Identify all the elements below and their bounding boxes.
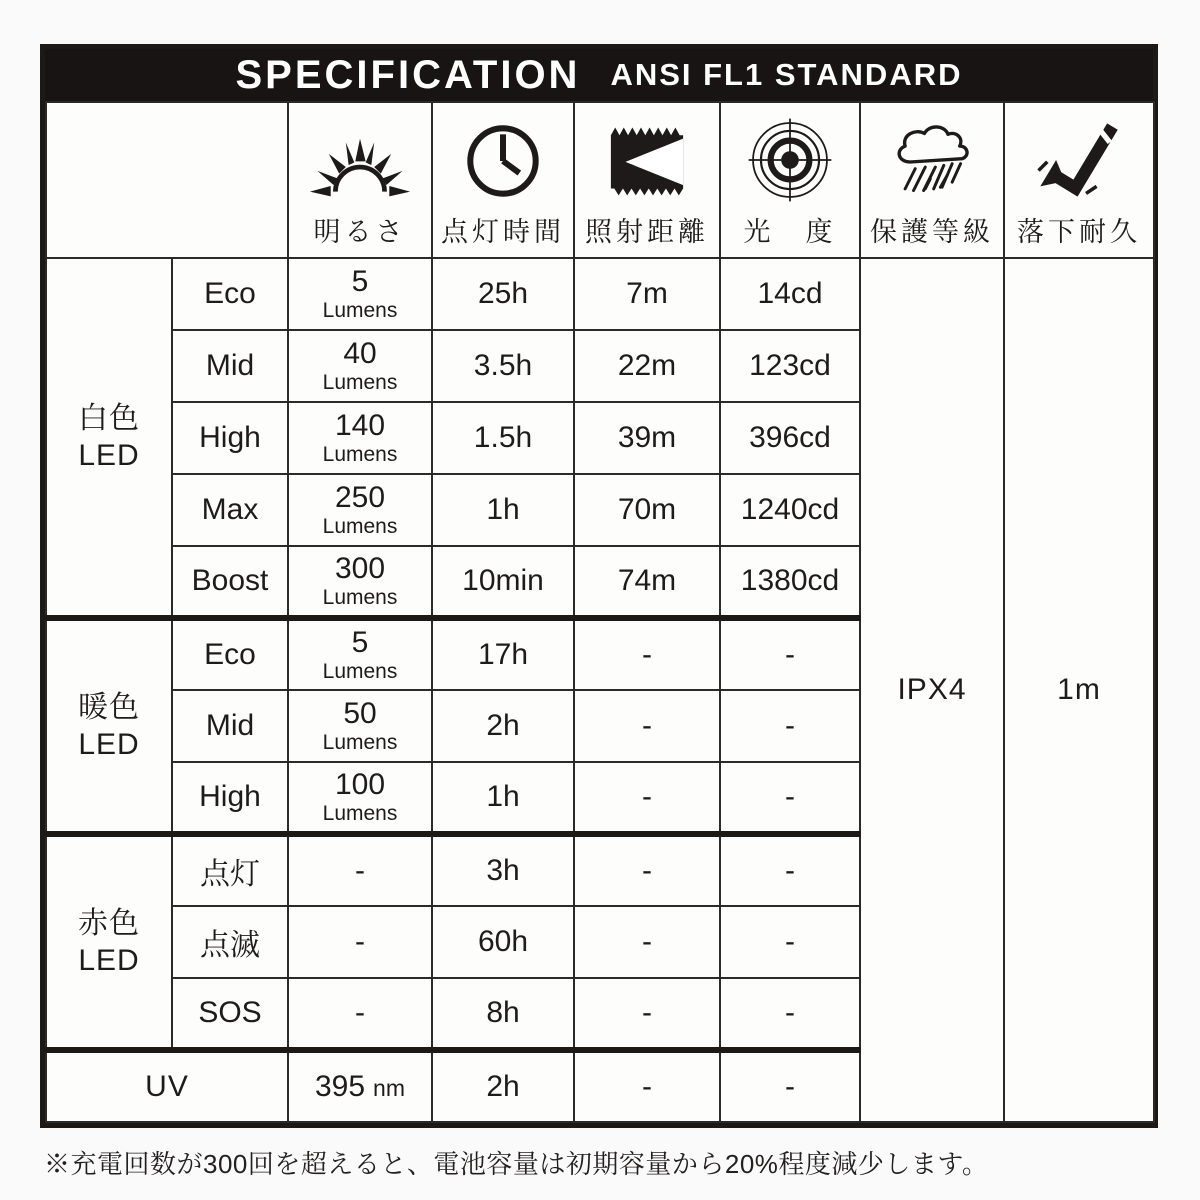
runtime-cell: 1.5h [432,402,574,474]
brightness-cell: 40 Lumens [288,330,432,402]
mode-cell: SOS [172,978,288,1050]
footnote: ※充電回数が300回を超えると、電池容量は初期容量から20%程度減少します。 [44,1149,989,1179]
col-label-distance: 照射距離 [585,216,709,247]
wavelength-cell: 395 nm [288,1050,432,1122]
distance-cell: - [574,834,720,906]
col-header-intensity [720,102,860,258]
brightness-cell: 300 Lumens [288,546,432,618]
col-header-drop [1004,102,1154,258]
page-title: SPECIFICATION [235,52,581,97]
col-header-distance [574,102,720,258]
runtime-cell: 60h [432,906,574,978]
page-subtitle: ANSI FL1 STANDARD [610,57,963,92]
brightness-cell: 5 Lumens [288,258,432,330]
col-label-intensity: 光 度 [743,216,837,247]
spec-sheet [40,44,1158,1181]
distance-cell: 70m [574,474,720,546]
runtime-cell: 10min [432,546,574,618]
mode-cell: Eco [172,618,288,690]
column-header-row [46,102,1154,258]
mode-cell: Eco [172,258,288,330]
brightness-cell: 5 Lumens [288,618,432,690]
impact-resistance-check-icon [1005,112,1153,208]
brightness-cell: 250 Lumens [288,474,432,546]
corner-cell [46,102,288,258]
intensity-cell: 396cd [720,402,860,474]
distance-cell: 39m [574,402,720,474]
group-red-led: 赤色 LED [46,834,172,1050]
distance-cell: - [574,618,720,690]
intensity-cell: - [720,834,860,906]
distance-cell: - [574,690,720,762]
protection-value-cell: IPX4 [860,258,1004,1122]
runtime-cell: 3.5h [432,330,574,402]
brightness-cell: - [288,906,432,978]
intensity-cell: - [720,618,860,690]
intensity-cell: 14cd [720,258,860,330]
luminous-intensity-target-icon [721,112,859,208]
runtime-cell: 1h [432,762,574,834]
mode-cell: 点滅 [172,906,288,978]
spec-frame [40,44,1158,1128]
col-header-protection [860,102,1004,258]
distance-cell: - [574,906,720,978]
runtime-clock-icon [433,112,573,208]
runtime-cell: 1h [432,474,574,546]
distance-cell: - [574,762,720,834]
brightness-cell: - [288,978,432,1050]
mode-cell: High [172,402,288,474]
drop-value-cell: 1m [1004,258,1154,1122]
mode-cell: 点灯 [172,834,288,906]
brightness-sun-icon [289,112,431,208]
col-label-drop: 落下耐久 [1017,216,1141,247]
distance-cell: 74m [574,546,720,618]
brightness-cell: 100 Lumens [288,762,432,834]
distance-cell: - [574,1050,720,1122]
col-label-brightness: 明るさ [313,216,407,247]
runtime-cell: 8h [432,978,574,1050]
water-protection-rain-icon [861,112,1003,208]
col-label-runtime: 点灯時間 [441,216,565,247]
mode-cell: Max [172,474,288,546]
distance-cell: 7m [574,258,720,330]
spec-row [46,258,1154,330]
runtime-cell: 3h [432,834,574,906]
intensity-cell: - [720,1050,860,1122]
col-label-protection: 保護等級 [870,216,994,247]
title-bar [45,49,1153,101]
distance-cell: - [574,978,720,1050]
beam-distance-icon [575,112,719,208]
intensity-cell: - [720,906,860,978]
brightness-cell: 50 Lumens [288,690,432,762]
runtime-cell: 2h [432,690,574,762]
intensity-cell: 123cd [720,330,860,402]
group-warm-led: 暖色 LED [46,618,172,834]
mode-cell: Mid [172,690,288,762]
distance-cell: 22m [574,330,720,402]
mode-cell: Mid [172,330,288,402]
intensity-cell: 1380cd [720,546,860,618]
runtime-cell: 2h [432,1050,574,1122]
group-white-led: 白色 LED [46,258,172,618]
intensity-cell: - [720,978,860,1050]
brightness-cell: - [288,834,432,906]
col-header-brightness [288,102,432,258]
runtime-cell: 17h [432,618,574,690]
brightness-cell: 140 Lumens [288,402,432,474]
spec-table [45,101,1155,1123]
mode-cell: Boost [172,546,288,618]
mode-cell: High [172,762,288,834]
group-uv: UV [46,1050,288,1122]
intensity-cell: 1240cd [720,474,860,546]
runtime-cell: 25h [432,258,574,330]
intensity-cell: - [720,762,860,834]
col-header-runtime [432,102,574,258]
intensity-cell: - [720,690,860,762]
